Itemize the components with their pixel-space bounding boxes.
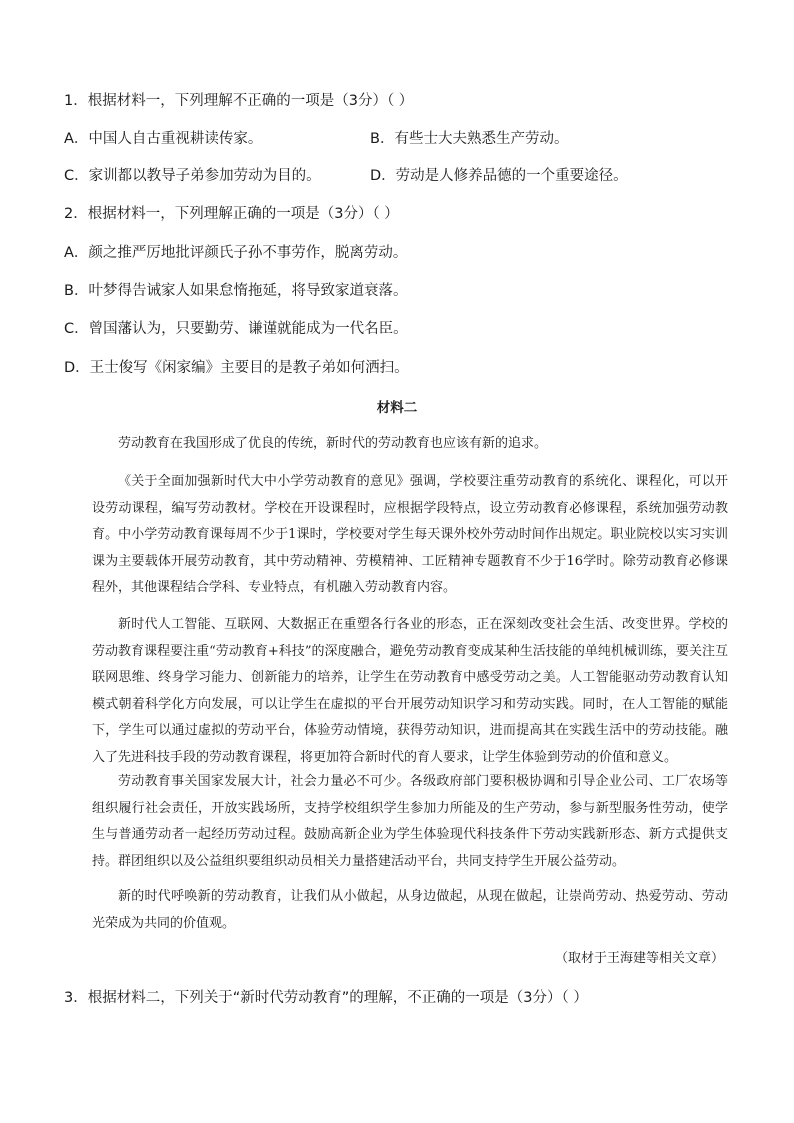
material-2-paragraph-4: 劳动教育事关国家发展大计，社会力量必不可少。各级政府部门要积极协调和引导企业公司、工厂农场等组织履行社会责任，开放实践场所，支持学校组织学生参加力所能及的生产劳动，参与新型服务性劳动，使学生与普通劳动者一起经历劳动过程。鼓励高新企业为学生体验现代科技条件下劳动实践新形态、新方式提供支持。群团组织以及公益组织要组织动员相关力量搭建活动平台，共同支持学生开展公益劳动。 [92,774,728,869]
question-1-option-c[interactable]: C．家训都以教导子弟参加劳动为目的。 [64,168,321,184]
question-2-option-a[interactable]: A．颜之推严厉地批评颜氏子孙不事劳作，脱离劳动。 [64,245,408,261]
question-1-option-d[interactable]: D．劳动是人修养品德的一个重要途径。 [370,168,628,184]
question-3-stem: 3．根据材料二，下列关于“新时代劳动教育”的理解，不正确的一项是（3分）（ ） [64,990,588,1006]
material-2-heading: 材料二 [376,400,418,416]
material-2-source: （取材于王海建等相关文章） [554,951,724,966]
question-1-option-a[interactable]: A．中国人自古重视耕读传家。 [64,131,263,147]
material-2-paragraph-5: 新的时代呼唤新的劳动教育，让我们从小做起，从身边做起，从现在做起，让崇尚劳动、热爱劳动、劳动光荣成为共同的价值观。 [92,889,728,931]
question-2-stem: 2．根据材料一，下列理解正确的一项是（3分）（ ） [64,206,399,222]
question-2-option-b[interactable]: B．叶梦得告诫家人如果怠惰拖延，将导致家道衰落。 [64,283,408,299]
question-2-option-d[interactable]: D．王士俊写《闲家编》主要目的是教子弟如何洒扫。 [64,360,409,376]
material-2-paragraph-2: 《关于全面加强新时代大中小学劳动教育的意见》强调，学校要注重劳动教育的系统化、课程化，可以开设劳动课程，编写劳动教材。学校在开设课程时，应根据学段特点，设立劳动教育必修课程，系统加强劳动教育。中小学劳动教育课每周不少于1课时，学校要对学生每天课外校外劳动时间作出规定。职业院校以实习实训课为主要载体开展劳动教育，其中劳动精神、劳模精神、工匠精神专题教育不少于16学时。除劳动教育必修课程外，其他课程结合学科、专业特点，有机融入劳动教育内容。 [92,474,728,595]
question-1-option-b[interactable]: B．有些士大夫熟悉生产劳动。 [370,131,569,147]
material-2-paragraph-1: 劳动教育在我国形成了优良的传统，新时代的劳动教育也应该有新的追求。 [118,436,548,451]
material-2-paragraph-3: 新时代人工智能、互联网、大数据正在重塑各行各业的形态，正在深刻改变社会生活、改变世界。学校的劳动教育课程要注重“劳动教育+科技”的深度融合，避免劳动教育变成某种生活技能的单纯机械训练，要关注互联网思维、终身学习能力、创新能力的培养，让学生在劳动教育中感受劳动之美。人工智能驱动劳动教育认知模式朝着科学化方向发展，可以让学生在虚拟的平台开展劳动知识学习和劳动实践。同时，在人工智能的赋能下，学生可以通过虚拟的劳动平台，体验劳动情境，获得劳动知识，进而提高其在实践生活中的劳动技能。融入了先进科技手段的劳动教育课程，将更加符合新时代的育人要求，让学生体验到劳动的价值和意义。 [92,617,728,765]
question-2-option-c[interactable]: C．曾国藩认为，只要勤劳、谦谨就能成为一代名臣。 [64,321,408,337]
question-1-stem: 1．根据材料一，下列理解不正确的一项是（3分）（ ） [64,93,414,109]
